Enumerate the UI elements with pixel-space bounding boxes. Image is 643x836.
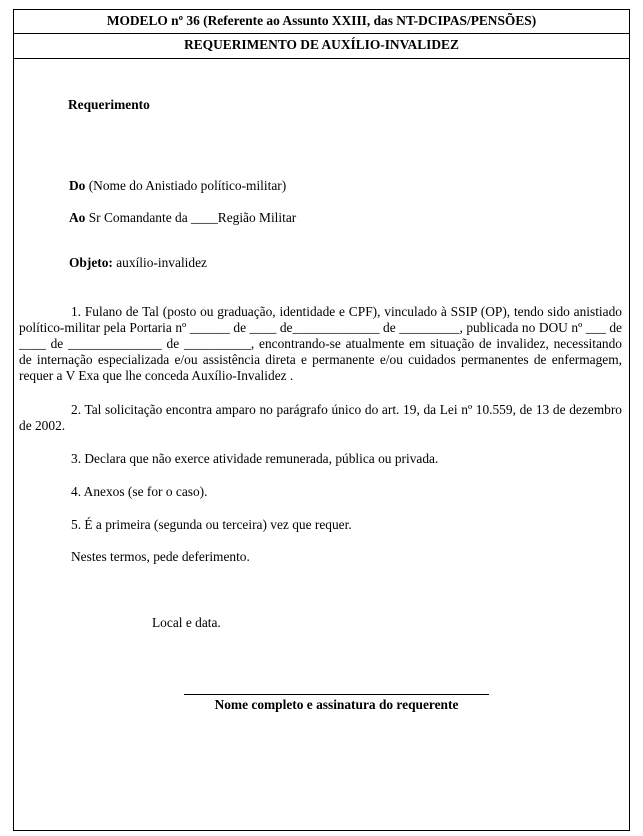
subject-line	[69, 255, 207, 271]
to-label: Ao	[69, 210, 86, 225]
paragraph-5: 5. É a primeira (segunda ou terceira) vez que requer.	[71, 517, 352, 532]
closing-text: Nestes termos, pede deferimento.	[71, 549, 250, 564]
document-frame	[13, 9, 630, 831]
to-text: Sr Comandante da ____Região Militar	[85, 210, 297, 225]
request-heading: Requerimento	[68, 97, 150, 112]
from-line	[69, 178, 286, 194]
paragraph-4: 4. Anexos (se for o caso).	[71, 484, 208, 499]
paragraph-2-text: 2. Tal solicitação encontra amparo no parágrafo único do art. 19, da Lei nº 10.559, de 13 de dezembro de 2002.	[19, 402, 622, 433]
paragraph-3: 3. Declara que não exerce atividade remunerada, pública ou privada.	[71, 451, 439, 466]
document-title: REQUERIMENTO DE AUXÍLIO-INVALIDEZ	[14, 34, 629, 59]
from-text: (Nome do Anistiado político-militar)	[85, 178, 287, 193]
paragraph-2	[19, 402, 622, 434]
paragraph-1-text: 1. Fulano de Tal (posto ou graduação, identidade e CPF), vinculado à SSIP (OP), tendo sido anistiado político-militar pela Portaria nº ______ de ____ de_____________ de _________, publicada no DOU nº ___ de ____ de ______________ de __________, encontrando-se atualmente em situação de invalidez, necessitando de internação especializada e/ou assistência direta e permanente e/ou cuidados permanentes de enfermagem, requer a V Exa que lhe conceda Auxílio-Invalidez .	[19, 304, 622, 383]
subject-text: auxílio-invalidez	[112, 255, 207, 270]
from-label: Do	[69, 178, 86, 193]
signature-label: Nome completo e assinatura do requerente	[214, 697, 459, 712]
paragraph-1	[19, 304, 622, 384]
to-line	[69, 210, 296, 226]
place-date: Local e data.	[152, 615, 221, 630]
subject-label: Objeto:	[69, 255, 113, 270]
signature-line	[184, 694, 489, 695]
model-header: MODELO nº 36 (Referente ao Assunto XXIII, das NT-DCIPAS/PENSÕES)	[14, 10, 629, 34]
